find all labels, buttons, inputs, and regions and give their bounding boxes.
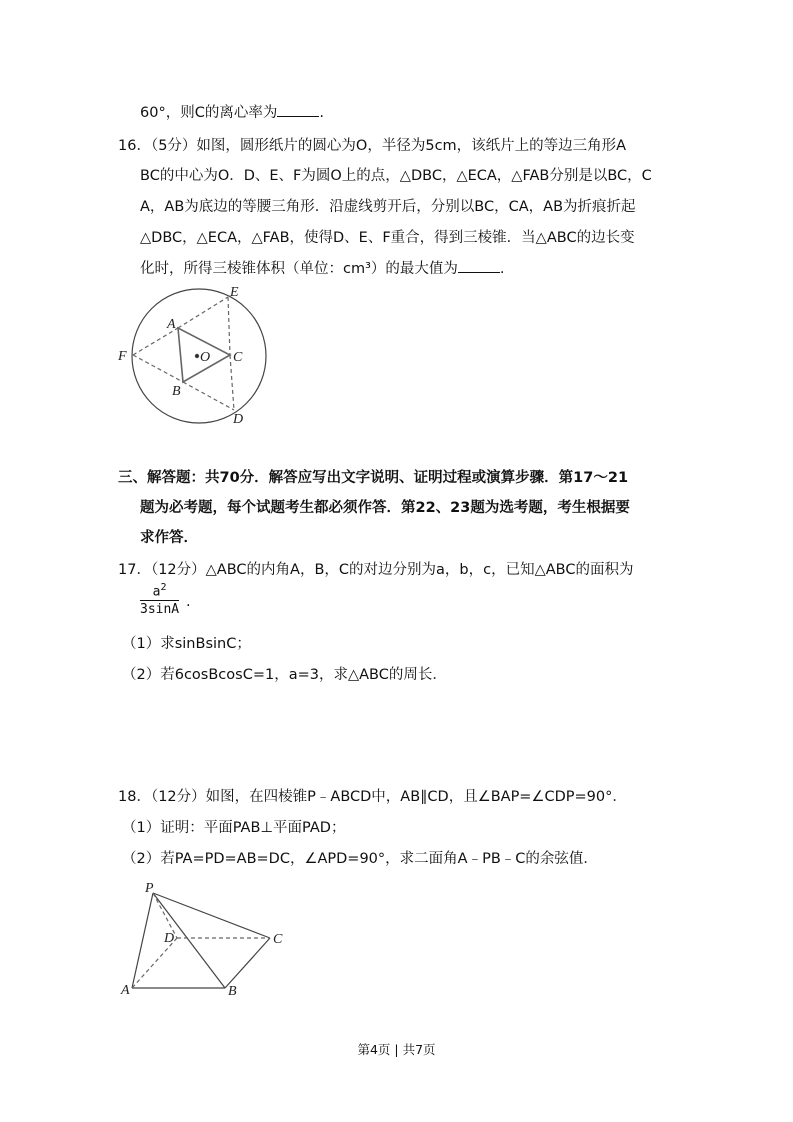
label-c: C [273,932,283,947]
q16-line: △DBC，△ECA，△FAB，使得D、E、F重合，得到三棱锥．当△ABC的边长变 [140,230,635,246]
q16-line: BC的中心为O．D、E、F为圆O上的点，△DBC，△ECA，△FAB分别是以BC，C [140,168,652,184]
num-base: a [152,584,161,600]
q18-part2: （2）若PA=PD=AB=DC，∠APD=90°，求二面角A﹣PB﹣C的余弦值． [122,851,598,867]
q17-stem: 17．（12分）△ABC的内角A，B，C的对边分别为a，b，c，已知△ABC的面积为 [118,562,634,578]
label-c: C [233,350,243,365]
dashed-lines [133,297,234,410]
label-b: B [172,384,181,399]
q15-end: . [319,105,324,121]
q16-end: . [499,261,505,277]
label-f: F [118,349,127,364]
circle-figure [132,289,266,423]
label-d: D [164,931,175,946]
q16-line: 16．（5分）如图，圆形纸片的圆心为O，半径为5cm，该纸片上的等边三角形A [118,138,627,154]
fraction-denominator: 3sinA [140,602,180,618]
pyramid-figure [132,893,270,988]
q17-fraction [140,580,179,619]
num-exp: 2 [160,582,167,593]
q17-frac-end: . [186,594,191,610]
section3-heading: 求作答． [140,530,198,546]
q16-last-text: 化时，所得三棱锥体积（单位：cm³）的最大值为 [140,261,458,277]
label-o: O [200,350,211,365]
section3-heading: 题为必考题，每个试题考生都必须作答．第22、23题为选考题，考生根据要 [140,500,630,516]
label-e: E [230,285,239,300]
fraction-numerator [140,580,179,601]
q17-part2: （2）若6cosBcosC=1，a=3，求△ABC的周长． [122,667,447,683]
q15-tail-text: 60°，则C的离心率为 [140,105,278,121]
label-b: B [228,984,237,999]
label-d: D [233,412,244,427]
section3-heading: 三、解答题：共70分．解答应写出文字说明、证明过程或演算步骤．第17～21 [118,470,629,486]
page-footer: 第4页 | 共7页 [357,1042,436,1057]
label-p: P [145,881,154,896]
label-a: A [167,317,176,332]
q16-line: A，AB为底边的等腰三角形．沿虚线剪开后，分别以BC，CA，AB为折痕折起 [140,199,636,215]
center-dot [195,354,198,357]
q18-part1: （1）证明：平面PAB⊥平面PAD； [122,820,346,836]
q18-stem: 18．（12分）如图，在四棱锥P﹣ABCD中，AB∥CD，且∠BAP=∠CDP=90°． [118,789,627,805]
label-a: A [121,983,130,998]
q17-part1: （1）求sinBsinC； [122,636,251,652]
